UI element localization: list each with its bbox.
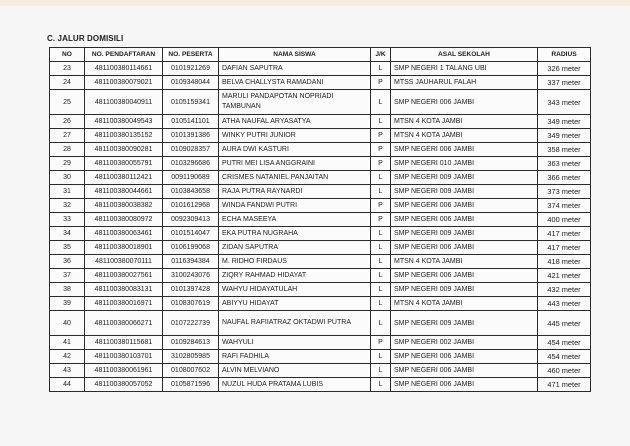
cell-no-pendaftaran: 481100380070111	[85, 255, 163, 269]
cell-nama-siswa: ATHA NAUFAL ARYASATYA	[219, 115, 371, 129]
cell-asal-sekolah: SMP NEGERI 006 JAMBI	[391, 143, 538, 157]
cell-radius: 454 meter	[538, 350, 591, 364]
cell-jk: L	[371, 269, 391, 283]
table-row	[50, 115, 591, 129]
cell-no-pendaftaran: 481100380040911	[85, 90, 163, 115]
cell-asal-sekolah: SMP NEGERI 006 JAMBI	[391, 90, 538, 115]
cell-no-pendaftaran: 481100380114661	[85, 62, 163, 76]
cell-no: 40	[50, 311, 85, 336]
cell-radius: 363 meter	[538, 157, 591, 171]
cell-asal-sekolah: SMP NEGERI 009 JAMBI	[391, 227, 538, 241]
cell-no: 29	[50, 157, 85, 171]
cell-no: 27	[50, 129, 85, 143]
table-header-row	[50, 48, 591, 62]
cell-radius: 326 meter	[538, 62, 591, 76]
cell-asal-sekolah: SMP NEGERI 006 JAMBI	[391, 213, 538, 227]
cell-no: 38	[50, 283, 85, 297]
cell-asal-sekolah: SMP NEGERI 006 JAMBI	[391, 241, 538, 255]
cell-jk: L	[371, 350, 391, 364]
cell-nama-siswa: ZIQRY RAHMAD HIDAYAT	[219, 269, 371, 283]
cell-nama-siswa: MARULI PANDAPOTAN NOPRIADI TAMBUNAN	[219, 90, 371, 115]
cell-asal-sekolah: SMP NEGERI 006 JAMBI	[391, 199, 538, 213]
cell-jk: P	[371, 129, 391, 143]
cell-no-pendaftaran: 481100380103701	[85, 350, 163, 364]
cell-jk: L	[371, 241, 391, 255]
cell-asal-sekolah: SMP NEGERI 006 JAMBI	[391, 350, 538, 364]
cell-jk: P	[371, 143, 391, 157]
header-no-pendaftaran: NO. PENDAFTARAN	[85, 48, 163, 62]
table-row	[50, 185, 591, 199]
table-row	[50, 297, 591, 311]
cell-radius: 460 meter	[538, 364, 591, 378]
cell-jk: L	[371, 311, 391, 336]
table-row	[50, 227, 591, 241]
cell-asal-sekolah: MTSN 4 KOTA JAMBI	[391, 129, 538, 143]
cell-radius: 432 meter	[538, 283, 591, 297]
cell-radius: 443 meter	[538, 297, 591, 311]
cell-jk: L	[371, 185, 391, 199]
cell-no-peserta: 0109284613	[163, 336, 219, 350]
cell-radius: 366 meter	[538, 171, 591, 185]
cell-no-peserta: 0116394384	[163, 255, 219, 269]
cell-radius: 349 meter	[538, 129, 591, 143]
cell-no-pendaftaran: 481100380090281	[85, 143, 163, 157]
table-row	[50, 336, 591, 350]
header-no: NO	[50, 48, 85, 62]
table-row	[50, 76, 591, 90]
cell-jk: L	[371, 227, 391, 241]
cell-radius: 343 meter	[538, 90, 591, 115]
cell-jk: P	[371, 199, 391, 213]
cell-jk: L	[371, 364, 391, 378]
cell-radius: 454 meter	[538, 336, 591, 350]
cell-asal-sekolah: SMP NEGERI 009 JAMBI	[391, 283, 538, 297]
cell-nama-siswa: PUTRI MEI LISA ANGGRAINI	[219, 157, 371, 171]
table-row	[50, 364, 591, 378]
cell-nama-siswa: NAUFAL RAFIIATRAZ OKTADWI PUTRA	[219, 311, 371, 336]
cell-no-peserta: 0103296686	[163, 157, 219, 171]
cell-radius: 349 meter	[538, 115, 591, 129]
table-row	[50, 129, 591, 143]
cell-asal-sekolah: MTSN 4 KOTA JAMBI	[391, 255, 538, 269]
cell-no-peserta: 0092309413	[163, 213, 219, 227]
cell-no-pendaftaran: 481100380055791	[85, 157, 163, 171]
cell-jk: L	[371, 115, 391, 129]
cell-nama-siswa: WINKY PUTRI JUNIOR	[219, 129, 371, 143]
cell-no: 28	[50, 143, 85, 157]
cell-jk: P	[371, 157, 391, 171]
cell-nama-siswa: DAFIAN SAPUTRA	[219, 62, 371, 76]
cell-no-pendaftaran: 481100380016971	[85, 297, 163, 311]
table-row	[50, 213, 591, 227]
cell-asal-sekolah: SMP NEGERI 1 TALANG UBI	[391, 62, 538, 76]
header-asal-sekolah: ASAL SEKOLAH	[391, 48, 538, 62]
cell-no: 34	[50, 227, 85, 241]
cell-no-peserta: 0105871596	[163, 378, 219, 392]
cell-jk: P	[371, 76, 391, 90]
header-nama-siswa: NAMA SISWA	[219, 48, 371, 62]
cell-nama-siswa: ZIDAN SAPUTRA	[219, 241, 371, 255]
cell-no: 31	[50, 185, 85, 199]
cell-no-pendaftaran: 481100380115681	[85, 336, 163, 350]
cell-jk: P	[371, 336, 391, 350]
cell-no-pendaftaran: 481100380079021	[85, 76, 163, 90]
cell-no-peserta: 0108007602	[163, 364, 219, 378]
domisili-table	[49, 47, 591, 392]
cell-no-pendaftaran: 481100380112421	[85, 171, 163, 185]
cell-no: 32	[50, 199, 85, 213]
table-row	[50, 90, 591, 115]
table-row	[50, 171, 591, 185]
cell-jk: L	[371, 62, 391, 76]
cell-nama-siswa: RAFI FADHILA	[219, 350, 371, 364]
cell-no-peserta: 3102805985	[163, 350, 219, 364]
cell-no: 35	[50, 241, 85, 255]
cell-radius: 417 meter	[538, 241, 591, 255]
cell-radius: 400 meter	[538, 213, 591, 227]
cell-no-pendaftaran: 481100380038382	[85, 199, 163, 213]
cell-no-peserta: 0107222739	[163, 311, 219, 336]
cell-no: 23	[50, 62, 85, 76]
cell-asal-sekolah: SMP NEGERI 002 JAMBI	[391, 336, 538, 350]
cell-no: 33	[50, 213, 85, 227]
cell-radius: 421 meter	[538, 269, 591, 283]
cell-no-peserta: 0108307619	[163, 297, 219, 311]
cell-no-peserta: 0101921269	[163, 62, 219, 76]
cell-jk: L	[371, 297, 391, 311]
cell-asal-sekolah: SMP NEGERI 006 JAMBI	[391, 269, 538, 283]
cell-asal-sekolah: MTSN 4 KOTA JAMBI	[391, 297, 538, 311]
cell-no-pendaftaran: 481100380061961	[85, 364, 163, 378]
cell-radius: 373 meter	[538, 185, 591, 199]
cell-no-peserta: 0101514047	[163, 227, 219, 241]
cell-no: 44	[50, 378, 85, 392]
cell-nama-siswa: CRISMES NATANIEL PANJAITAN	[219, 171, 371, 185]
cell-jk: L	[371, 255, 391, 269]
table-row	[50, 311, 591, 336]
cell-no: 26	[50, 115, 85, 129]
cell-jk: P	[371, 213, 391, 227]
cell-no-peserta: 0101391386	[163, 129, 219, 143]
cell-no-peserta: 0109028357	[163, 143, 219, 157]
cell-no-pendaftaran: 481100380057052	[85, 378, 163, 392]
cell-nama-siswa: WINDA FANDWI PUTRI	[219, 199, 371, 213]
cell-no-pendaftaran: 481100380044661	[85, 185, 163, 199]
cell-no-peserta: 3100243076	[163, 269, 219, 283]
table-row	[50, 255, 591, 269]
cell-nama-siswa: NUZUL HUDA PRATAMA LUBIS	[219, 378, 371, 392]
scan-edge	[0, 0, 630, 6]
cell-no-peserta: 0101397428	[163, 283, 219, 297]
cell-nama-siswa: AURA DWI KASTURI	[219, 143, 371, 157]
cell-asal-sekolah: SMP NEGERI 006 JAMBI	[391, 364, 538, 378]
cell-radius: 358 meter	[538, 143, 591, 157]
table-row	[50, 157, 591, 171]
cell-no: 43	[50, 364, 85, 378]
cell-no-pendaftaran: 481100380083131	[85, 283, 163, 297]
cell-no-pendaftaran: 481100380049543	[85, 115, 163, 129]
cell-no: 25	[50, 90, 85, 115]
table-row	[50, 62, 591, 76]
cell-nama-siswa: BELVA CHALLYSTA RAMADANI	[219, 76, 371, 90]
cell-no: 41	[50, 336, 85, 350]
cell-no-pendaftaran: 481100380080972	[85, 213, 163, 227]
cell-no-peserta: 0105159341	[163, 90, 219, 115]
cell-jk: L	[371, 90, 391, 115]
header-jk: J/K	[371, 48, 391, 62]
header-no-peserta: NO. PESERTA	[163, 48, 219, 62]
cell-asal-sekolah: SMP NEGERI 009 JAMBI	[391, 171, 538, 185]
cell-no-pendaftaran: 481100380135152	[85, 129, 163, 143]
section-title: C. JALUR DOMISILI	[47, 34, 124, 43]
cell-nama-siswa: WAHYU HIDAYATULAH	[219, 283, 371, 297]
cell-nama-siswa: M. RIDHO FIRDAUS	[219, 255, 371, 269]
cell-no: 30	[50, 171, 85, 185]
cell-no-peserta: 0101612968	[163, 199, 219, 213]
cell-radius: 471 meter	[538, 378, 591, 392]
cell-no: 37	[50, 269, 85, 283]
cell-asal-sekolah: MTSN 4 KOTA JAMBI	[391, 115, 538, 129]
cell-no: 24	[50, 76, 85, 90]
cell-jk: L	[371, 378, 391, 392]
header-radius: RADIUS	[538, 48, 591, 62]
cell-asal-sekolah: SMP NEGERI 010 JAMBI	[391, 157, 538, 171]
cell-radius: 445 meter	[538, 311, 591, 336]
table-row	[50, 350, 591, 364]
cell-nama-siswa: RAJA PUTRA RAYNARDI	[219, 185, 371, 199]
cell-nama-siswa: ALVIN MELVIANO	[219, 364, 371, 378]
cell-asal-sekolah: MTSS JAUHARUL FALAH	[391, 76, 538, 90]
cell-asal-sekolah: SMP NEGERI 006 JAMBI	[391, 378, 538, 392]
cell-no: 36	[50, 255, 85, 269]
table-row	[50, 143, 591, 157]
cell-asal-sekolah: SMP NEGERI 009 JAMBI	[391, 311, 538, 336]
table-row	[50, 241, 591, 255]
table-row	[50, 283, 591, 297]
cell-no-peserta: 0106199068	[163, 241, 219, 255]
cell-no-pendaftaran: 481100380018901	[85, 241, 163, 255]
cell-jk: L	[371, 283, 391, 297]
cell-radius: 417 meter	[538, 227, 591, 241]
table-row	[50, 199, 591, 213]
cell-no-pendaftaran: 481100380027561	[85, 269, 163, 283]
cell-no-pendaftaran: 481100380066271	[85, 311, 163, 336]
cell-nama-siswa: ABIYYU HIDAYAT	[219, 297, 371, 311]
cell-no-peserta: 0105141101	[163, 115, 219, 129]
table-row	[50, 269, 591, 283]
cell-no-pendaftaran: 481100380063461	[85, 227, 163, 241]
cell-nama-siswa: WAHYULI	[219, 336, 371, 350]
cell-asal-sekolah: SMP NEGERI 009 JAMBI	[391, 185, 538, 199]
cell-no: 42	[50, 350, 85, 364]
cell-radius: 337 meter	[538, 76, 591, 90]
cell-radius: 374 meter	[538, 199, 591, 213]
cell-no: 39	[50, 297, 85, 311]
cell-no-peserta: 0091190689	[163, 171, 219, 185]
cell-nama-siswa: EKA PUTRA NUGRAHA	[219, 227, 371, 241]
cell-nama-siswa: ECHA MASEEYA	[219, 213, 371, 227]
cell-no-peserta: 0109348044	[163, 76, 219, 90]
cell-radius: 418 meter	[538, 255, 591, 269]
table-row	[50, 378, 591, 392]
cell-no-peserta: 0103843658	[163, 185, 219, 199]
cell-jk: L	[371, 171, 391, 185]
